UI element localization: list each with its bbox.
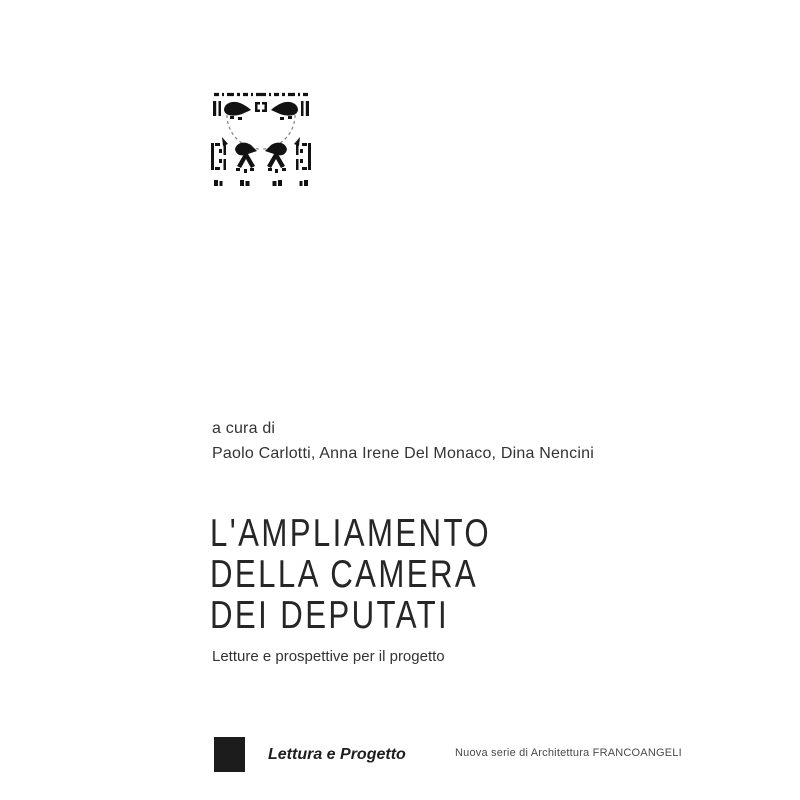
byline-authors: Paolo Carlotti, Anna Irene Del Monaco, Dina Nencini xyxy=(212,445,594,462)
book-title-line-1: L'AMPLIAMENTO xyxy=(210,512,492,555)
publisher-logo-square xyxy=(214,737,245,772)
byline-prefix: a cura di xyxy=(212,420,276,437)
hemicycle-plan-svg xyxy=(211,87,311,191)
book-title xyxy=(210,513,491,636)
series-name: Lettura e Progetto xyxy=(268,746,406,763)
book-title-line-2: DELLA CAMERA xyxy=(210,553,479,596)
publisher-series-line: Nuova serie di Architettura FRANCOANGELI xyxy=(455,747,682,759)
book-subtitle: Letture e prospettive per il progetto xyxy=(212,648,445,665)
hemicycle-plan-image xyxy=(211,87,311,191)
book-title-line-3: DEI DEPUTATI xyxy=(210,594,450,637)
byline xyxy=(212,416,594,466)
